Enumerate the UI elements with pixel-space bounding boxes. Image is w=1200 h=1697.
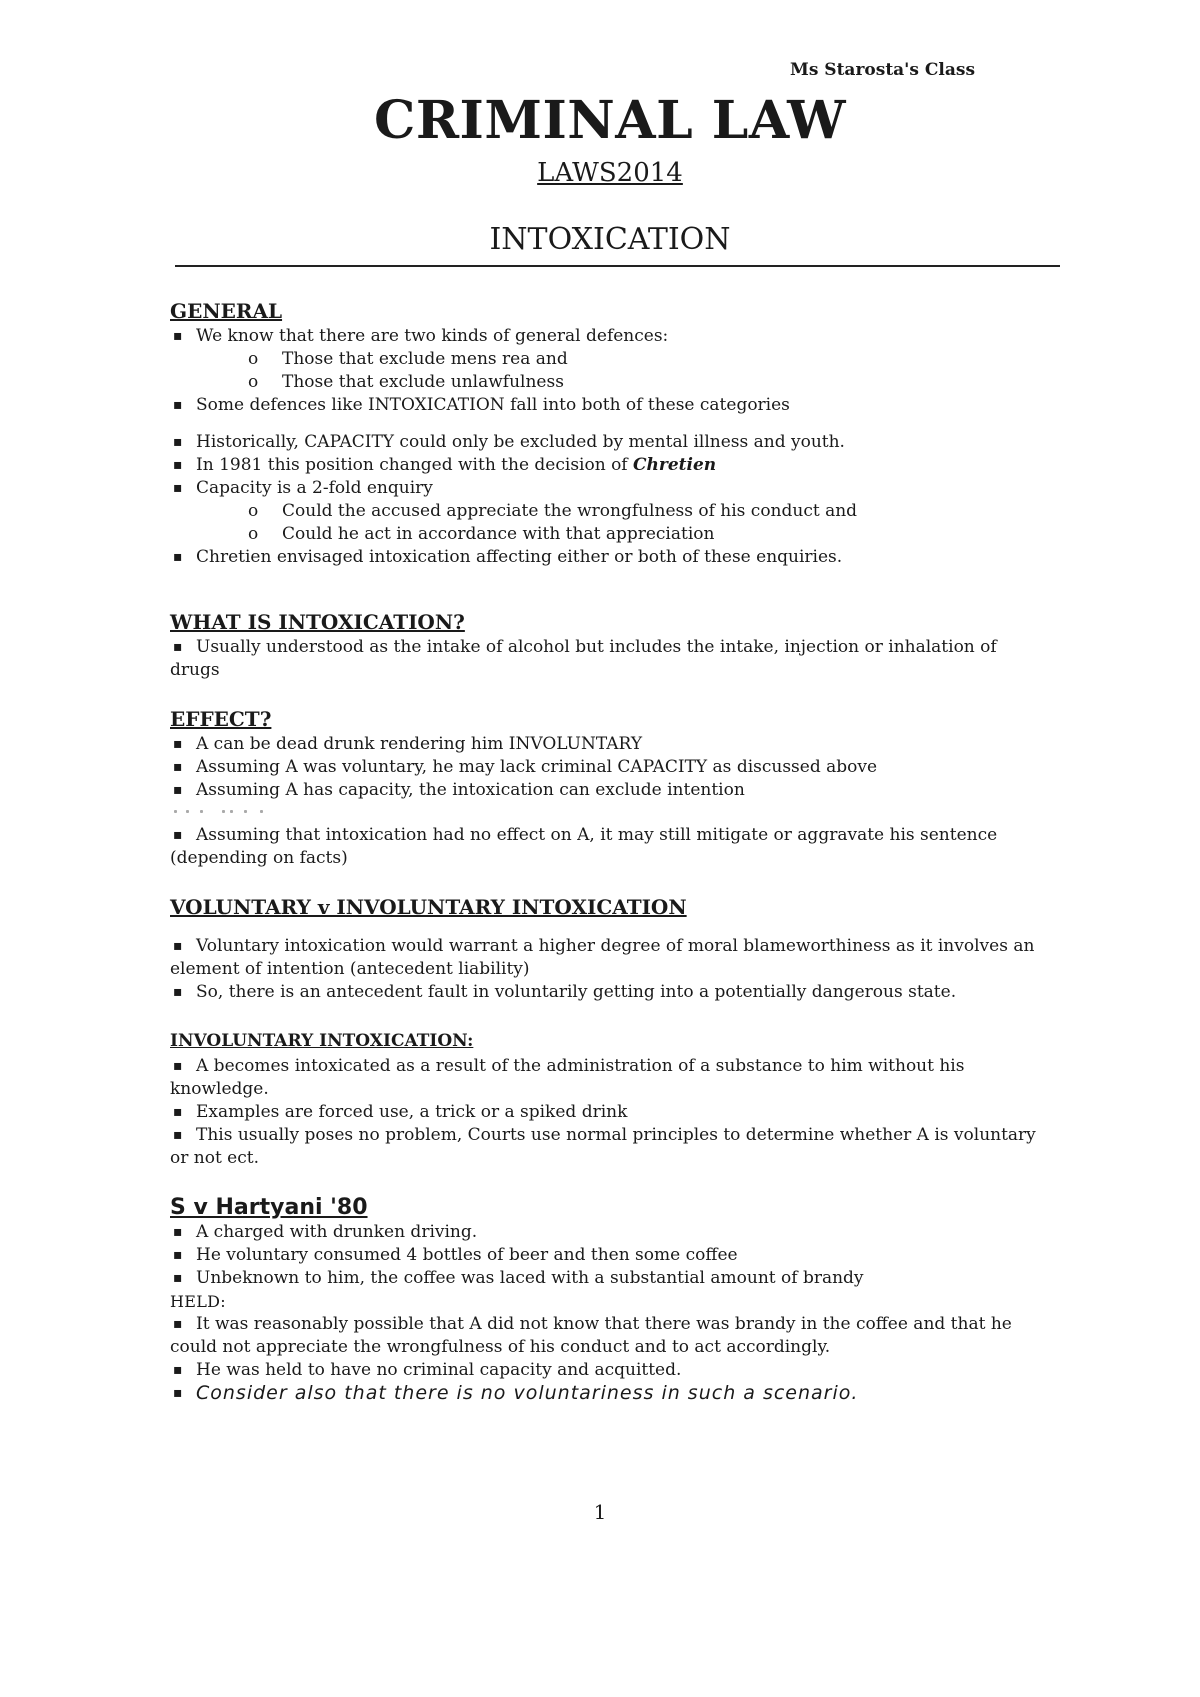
- case-heading: S v Hartyani '80: [170, 1195, 368, 1220]
- section-heading-general: GENERAL: [170, 299, 283, 323]
- voluntary-list: [170, 935, 1050, 1004]
- list-item: ▪ He voluntary consumed 4 bottles of beer and then some coffee: [170, 1244, 1050, 1267]
- effect-list: [170, 733, 1050, 802]
- list-item: ▪ Unbeknown to him, the coffee was laced with a substantial amount of brandy: [170, 1267, 1050, 1290]
- sub-list-item: o Those that exclude unlawfulness: [170, 371, 1050, 394]
- list-item: ▪ Assuming A has capacity, the intoxication can exclude intention: [170, 779, 1050, 802]
- list-item: ▪ Voluntary intoxication would warrant a higher degree of moral blameworthiness as it involves an element of intention (antecedent liability): [170, 935, 1050, 981]
- list-item: ▪ He was held to have no criminal capacity and acquitted.: [170, 1359, 1050, 1382]
- content-body: [170, 300, 1050, 1405]
- section-heading-what: WHAT IS INTOXICATION?: [170, 610, 465, 634]
- general-list: [170, 325, 1050, 417]
- sub-list-item: o Those that exclude mens rea and: [170, 348, 1050, 371]
- held-label: HELD:: [170, 1292, 226, 1311]
- list-item: ▪ So, there is an antecedent fault in voluntarily getting into a potentially dangerous state.: [170, 981, 1050, 1004]
- capacity-list: [170, 431, 1050, 569]
- list-item: [170, 454, 1050, 477]
- list-item: ▪ Capacity is a 2-fold enquiry: [170, 477, 1050, 500]
- section-heading-effect: EFFECT?: [170, 707, 272, 731]
- sub-list-item: o Could the accused appreciate the wrongfulness of his conduct and: [170, 500, 1050, 523]
- document-title: CRIMINAL LAW: [373, 90, 847, 151]
- involuntary-list: [170, 1055, 1050, 1170]
- case-list: [170, 1221, 1050, 1290]
- faded-scribble: [170, 802, 1050, 824]
- list-item: ▪ Some defences like INTOXICATION fall into both of these categories: [170, 394, 1050, 417]
- list-item: ▪ Chretien envisaged intoxication affecting either or both of these enquiries.: [170, 546, 1050, 569]
- case-name: Chretien: [633, 455, 717, 475]
- list-item: ▪ We know that there are two kinds of general defences:: [170, 325, 1050, 348]
- page-number: 1: [593, 1500, 607, 1524]
- course-code: LAWS2014: [537, 158, 683, 188]
- handwritten-note: ▪ Consider also that there is no voluntariness in such a scenario.: [170, 1382, 1050, 1405]
- list-item: ▪ Usually understood as the intake of alcohol but includes the intake, injection or inhalation of drugs: [170, 636, 1050, 682]
- list-item: ▪ Examples are forced use, a trick or a spiked drink: [170, 1101, 1050, 1124]
- class-name: Ms Starosta's Class: [790, 60, 976, 80]
- list-item: ▪ A charged with drunken driving.: [170, 1221, 1050, 1244]
- list-item: ▪ A becomes intoxicated as a result of the administration of a substance to him without his knowledge.: [170, 1055, 1050, 1101]
- list-item-text: In 1981 this position changed with the decision of: [196, 455, 633, 475]
- effect-list-2: [170, 824, 1050, 870]
- topic-title: INTOXICATION: [489, 222, 731, 257]
- section-heading-voluntary: VOLUNTARY v INVOLUNTARY INTOXICATION: [170, 895, 687, 919]
- sub-list-item: o Could he act in accordance with that appreciation: [170, 523, 1050, 546]
- list-item: ▪ This usually poses no problem, Courts use normal principles to determine whether A is voluntary or not ect.: [170, 1124, 1050, 1170]
- list-item: ▪ Historically, CAPACITY could only be excluded by mental illness and youth.: [170, 431, 1050, 454]
- held-list: [170, 1313, 1050, 1405]
- what-list: [170, 636, 1050, 682]
- list-item: ▪ It was reasonably possible that A did not know that there was brandy in the coffee and that he could not appreciate the wrongfulness of his conduct and to act accordingly.: [170, 1313, 1050, 1359]
- list-item: ▪ Assuming A was voluntary, he may lack criminal CAPACITY as discussed above: [170, 756, 1050, 779]
- title-divider: [175, 265, 1060, 267]
- section-heading-involuntary: INVOLUNTARY INTOXICATION:: [170, 1031, 474, 1051]
- list-item: ▪ A can be dead drunk rendering him INVOLUNTARY: [170, 733, 1050, 756]
- list-item: ▪ Assuming that intoxication had no effect on A, it may still mitigate or aggravate his sentence (depending on facts): [170, 824, 1050, 870]
